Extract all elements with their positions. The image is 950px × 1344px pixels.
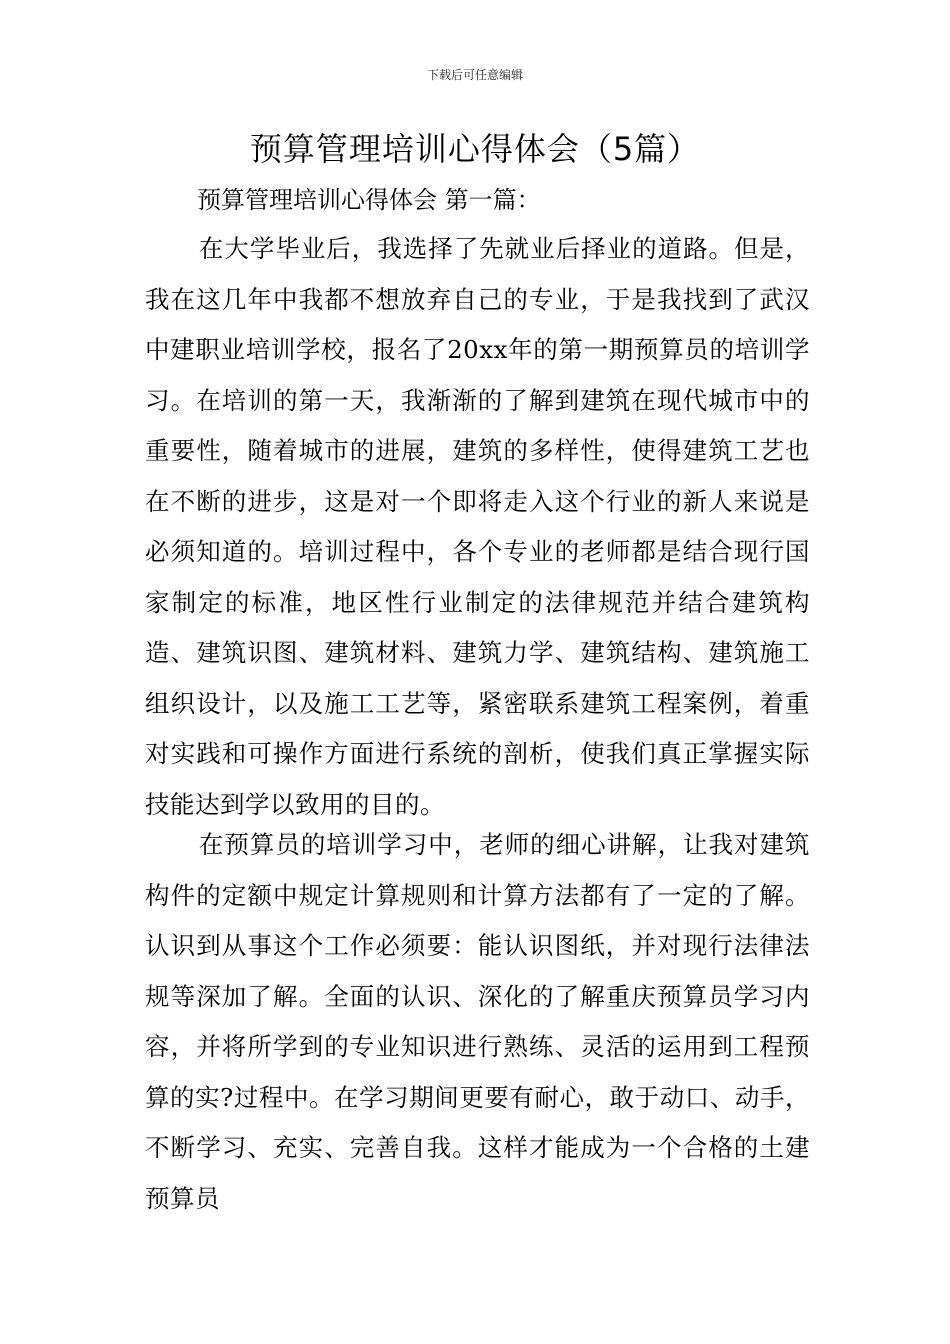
header-note: 下载后可任意编辑 [426, 68, 523, 82]
body-paragraph-2: 在预算员的培训学习中，老师的细心讲解，让我对建筑构件的定额中规定计算规则和计算方法都有了一定的了解。认识到从事这个工作必须要：能认识图纸，并对现行法律法规等深加了解。全面的认识、深化的了解重庆预算员学习内容，并将所学到的专业知识进行熟练、灵活的运用到工程预算的实?过程中。在学习期间更要有耐心，敢于动口、动手，不断学习、充实、完善自我。这样才能成为一个合格的土建预算员 [145, 830, 810, 1213]
section-heading: 预算管理培训心得体会 第一篇： [197, 186, 541, 214]
body-paragraph-1: 在大学毕业后，我选择了先就业后择业的道路。但是，我在这几年中我都不想放弃自己的专业，于是我找到了武汉中建职业培训学校，报名了20xx年的第一期预算员的培训学习。在培训的第一天，我渐渐的了解到建筑在现代城市中的重要性，随着城市的进展，建筑的多样性，使得建筑工艺也在不断的进步，这是对一个即将走入这个行业的新人来说是必须知道的。培训过程中，各个专业的老师都是结合现行国家制定的标准，地区性行业制定的法律规范并结合建筑构造、建筑识图、建筑材料、建筑力学、建筑结构、建筑施工组织设计，以及施工工艺等，紧密联系建筑工程案例，着重对实践和可操作方面进行系统的剖析，使我们真正掌握实际技能达到学以致用的目的。 [145, 234, 810, 819]
document-title: 预算管理培训心得体会（5篇） [249, 130, 701, 168]
